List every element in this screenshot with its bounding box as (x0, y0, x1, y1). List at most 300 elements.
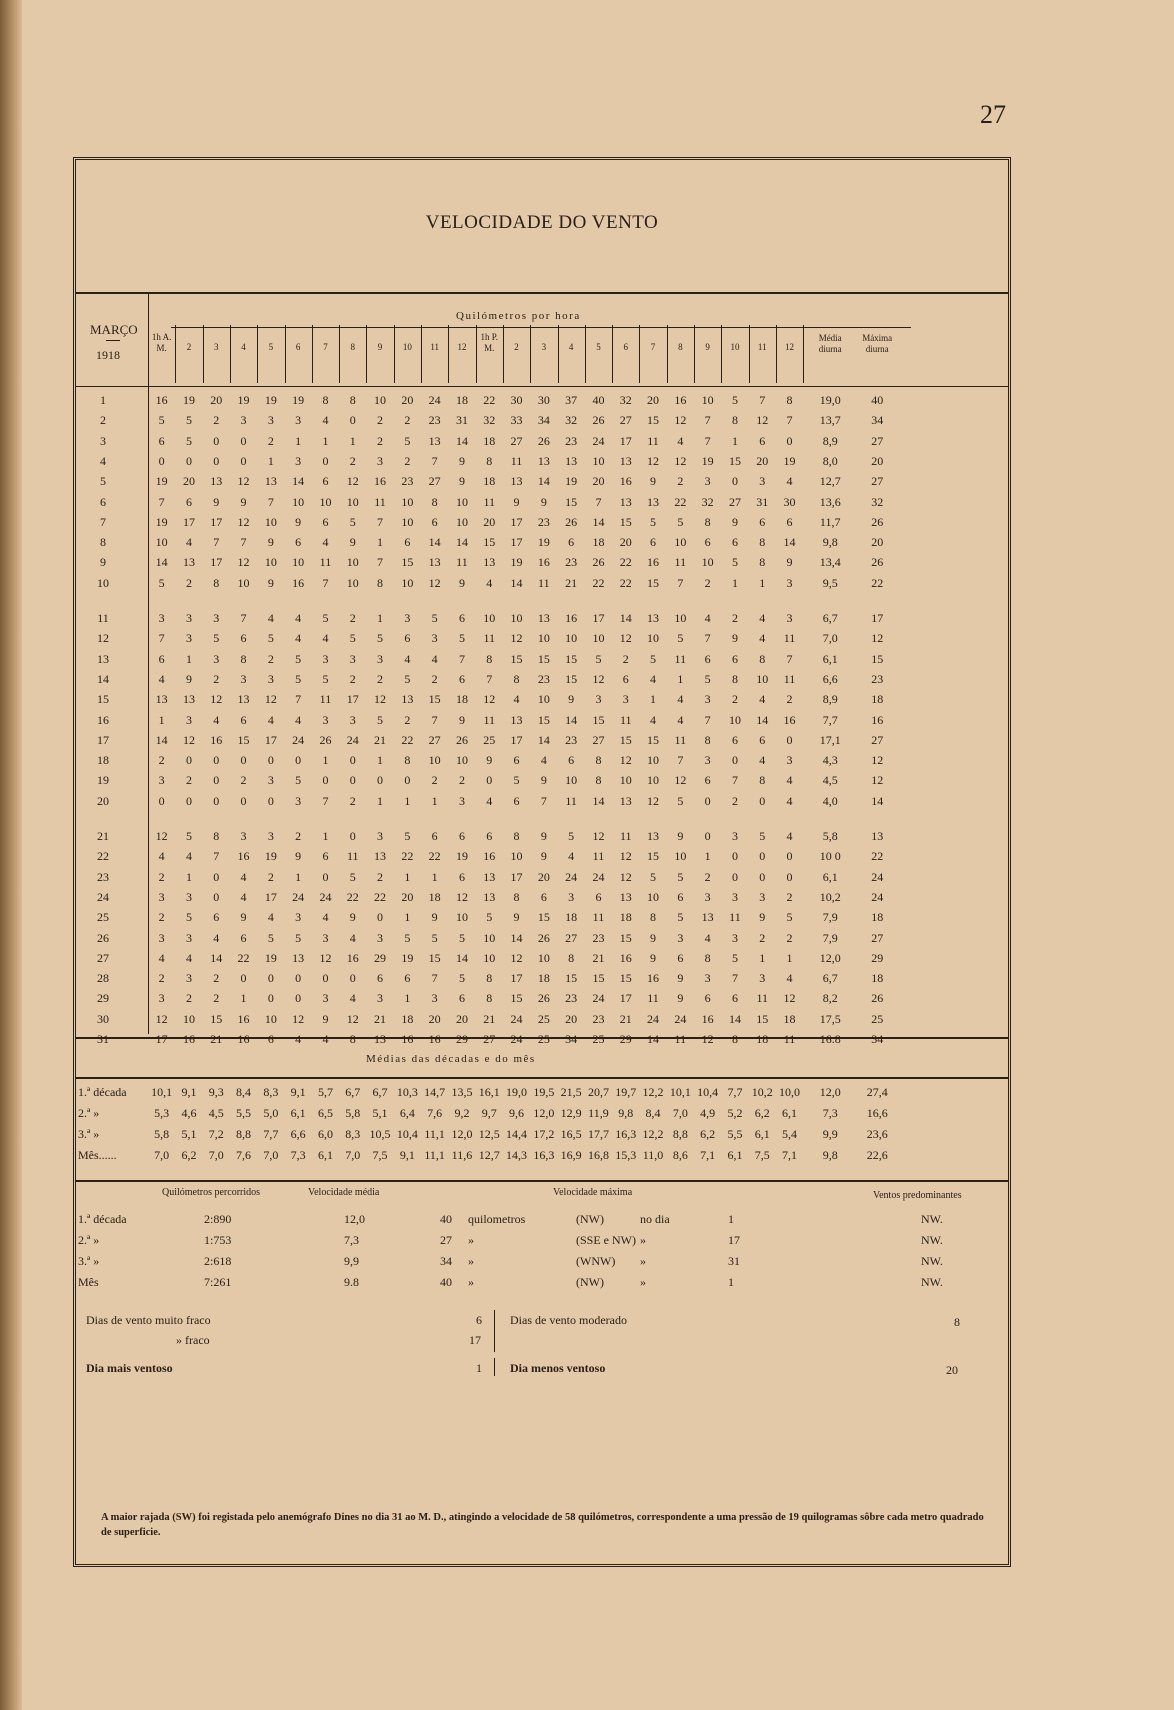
hourly-value: 6 (404, 971, 411, 986)
hourly-value: 6 (513, 793, 520, 808)
header-column-rule (285, 325, 286, 383)
decade-hourly-mean: 10,4 (396, 1127, 418, 1141)
hourly-value: 8 (650, 910, 657, 925)
hourly-value: 14 (155, 732, 168, 747)
hourly-value: 8 (595, 753, 602, 768)
hourly-value: 7 (295, 692, 302, 707)
hourly-value: 12 (592, 671, 605, 686)
day-label: 19 (97, 773, 109, 788)
hourly-value: 3 (759, 889, 766, 904)
hourly-value: 3 (158, 991, 165, 1006)
summary-max: 34 (440, 1254, 452, 1268)
summary-mean: 12,0 (344, 1212, 365, 1226)
header-column-rule (558, 325, 559, 383)
hourly-value: 2 (622, 651, 629, 666)
hourly-value: 13 (537, 453, 550, 468)
daily-max: 27 (871, 474, 884, 489)
hourly-value: 10 (537, 631, 550, 646)
header-column-rule (148, 325, 149, 383)
hourly-value: 16 (647, 555, 660, 570)
hourly-value: 11 (374, 494, 386, 509)
hourly-value: 17 (155, 1032, 168, 1046)
hourly-value: 21 (483, 1011, 496, 1026)
hourly-value: 7 (786, 651, 793, 666)
hourly-value: 18 (756, 1032, 769, 1046)
hourly-value: 15 (565, 971, 578, 986)
hourly-value: 2 (404, 413, 411, 428)
hourly-value: 15 (756, 1011, 769, 1026)
hourly-value: 30 (510, 393, 523, 407)
hourly-value: 37 (565, 393, 578, 407)
hourly-value: 12 (674, 773, 687, 788)
hourly-value: 4 (213, 712, 220, 727)
decade-hourly-mean: 5,5 (727, 1127, 743, 1141)
hourly-value: 5 (677, 514, 684, 529)
hourly-value: 6 (540, 889, 547, 904)
hourly-value: 3 (322, 991, 329, 1006)
hourly-value: 22 (374, 889, 387, 904)
hourly-value: 10 (401, 494, 414, 509)
hourly-value: 15 (647, 732, 660, 747)
decade-hourly-mean: 16,1 (478, 1085, 500, 1099)
hourly-value: 10 (346, 555, 359, 570)
hourly-value: 5 (185, 910, 192, 925)
hourly-value: 10 (510, 611, 523, 625)
day-label: 25 (97, 910, 109, 925)
hourly-value: 5 (295, 773, 302, 788)
hourly-value: 6 (158, 651, 165, 666)
hourly-value: 5 (458, 971, 465, 986)
hourly-value: 7 (158, 631, 165, 646)
summary-header-mean: Velocidade média (308, 1187, 380, 1198)
decade-hourly-mean: 7,7 (727, 1085, 743, 1099)
summary-mean: 9.8 (344, 1275, 359, 1289)
hourly-value: 9 (349, 535, 356, 550)
hourly-value: 12 (592, 829, 605, 843)
hourly-value: 1 (377, 793, 384, 808)
decade-max: 23,6 (866, 1127, 888, 1141)
header-column-rule (585, 325, 586, 383)
header-column-rule (639, 325, 640, 383)
hourly-value: 21 (374, 732, 387, 747)
daily-mean: 6,7 (822, 971, 838, 986)
hourly-value: 4 (786, 474, 793, 489)
hour-header: 8 (678, 342, 683, 352)
hourly-value: 16 (374, 474, 387, 489)
hourly-value: 4 (513, 692, 520, 707)
hourly-value: 12 (455, 889, 468, 904)
hourly-value: 11 (783, 1032, 796, 1046)
summary-day: 31 (728, 1254, 740, 1268)
hourly-value: 7 (704, 413, 711, 428)
hourly-value: 19 (264, 950, 277, 965)
hourly-value: 23 (428, 413, 441, 428)
hourly-value: 5 (349, 631, 356, 646)
hourly-value: 13 (264, 474, 277, 489)
hourly-value: 3 (377, 829, 384, 843)
hourly-value: 0 (213, 793, 220, 808)
hourly-value: 10 (374, 393, 387, 407)
hourly-value: 10 (264, 1011, 277, 1026)
hourly-value: 12 (510, 950, 523, 965)
hourly-value: 2 (158, 971, 165, 986)
hourly-value: 8 (759, 535, 766, 550)
hourly-value: 4 (431, 651, 438, 666)
hourly-value: 17 (510, 535, 523, 550)
day-label: 22 (97, 849, 109, 864)
hourly-value: 24 (592, 991, 605, 1006)
daily-max: 17 (871, 611, 884, 625)
hourly-value: 13 (374, 849, 387, 864)
day-label: 31 (97, 1032, 109, 1046)
summary-label: 2.ª » (78, 1233, 100, 1247)
daily-end-rule (76, 1037, 1008, 1039)
daily-mean: 8,9 (822, 433, 838, 448)
hourly-value: 16 (401, 1032, 414, 1046)
decade-hourly-mean: 7,1 (782, 1148, 798, 1162)
hourly-value: 9 (568, 692, 575, 707)
hour-header: 6 (623, 342, 628, 352)
hourly-value: 6 (458, 829, 465, 843)
hourly-value: 3 (377, 453, 384, 468)
hourly-value: 11 (756, 991, 769, 1006)
hourly-value: 22 (237, 950, 250, 965)
hourly-value: 11 (565, 793, 577, 808)
hourly-value: 0 (213, 889, 220, 904)
hourly-value: 1 (786, 950, 793, 965)
decade-hourly-mean: 12,2 (642, 1127, 664, 1141)
daily-mean: 13,4 (819, 555, 841, 570)
hourly-value: 10 (319, 494, 332, 509)
hourly-value: 9 (240, 910, 247, 925)
hourly-value: 19 (455, 849, 468, 864)
very-weak-label: Dias de vento muito fraco (86, 1313, 211, 1327)
hourly-value: 4 (486, 575, 493, 590)
hourly-value: 7 (322, 793, 329, 808)
hourly-value: 5 (158, 575, 165, 590)
hourly-value: 6 (213, 910, 220, 925)
weak-value: 17 (469, 1333, 481, 1347)
hourly-value: 3 (295, 413, 302, 428)
hourly-value: 16 (292, 575, 305, 590)
hourly-value: 6 (322, 514, 329, 529)
hourly-value: 12 (264, 692, 277, 707)
hourly-value: 11 (592, 910, 605, 925)
hourly-value: 16 (483, 849, 496, 864)
hourly-value: 1 (322, 433, 329, 448)
hourly-value: 11 (674, 651, 687, 666)
hourly-value: 10 (701, 393, 714, 407)
hourly-value: 2 (158, 910, 165, 925)
hourly-value: 17 (210, 514, 223, 529)
hourly-value: 5 (458, 930, 465, 945)
hourly-value: 2 (786, 930, 793, 945)
decade-hourly-mean: 9,1 (181, 1085, 197, 1099)
hourly-value: 25 (592, 1032, 605, 1046)
hourly-value: 25 (537, 1032, 550, 1046)
hourly-value: 1 (677, 671, 684, 686)
hourly-value: 4 (158, 671, 165, 686)
decade-hourly-mean: 19,7 (615, 1085, 637, 1099)
hourly-value: 3 (568, 889, 575, 904)
hourly-value: 1 (295, 869, 302, 884)
summary-day-label: » (640, 1254, 646, 1268)
hour-header: 12 (785, 342, 795, 352)
daily-max: 18 (871, 692, 884, 707)
hourly-value: 0 (213, 433, 220, 448)
hourly-value: 0 (267, 991, 274, 1006)
hourly-value: 13 (182, 555, 195, 570)
hourly-value: 5 (185, 829, 192, 843)
hourly-value: 11 (592, 849, 605, 864)
hourly-value: 19 (565, 474, 578, 489)
hourly-value: 4 (404, 651, 411, 666)
hourly-value: 24 (647, 1011, 660, 1026)
page-binding (0, 0, 22, 1710)
year-label: 1918 (96, 348, 120, 362)
decade-hourly-mean: 6,5 (317, 1106, 333, 1120)
hourly-value: 8 (568, 950, 575, 965)
hourly-value: 8 (486, 453, 493, 468)
hourly-value: 10 (565, 773, 578, 788)
hourly-value: 16 (210, 732, 223, 747)
hourly-value: 8 (731, 1032, 738, 1046)
hourly-value: 5 (731, 950, 738, 965)
header-column-rule (503, 325, 504, 383)
hourly-value: 0 (240, 793, 247, 808)
decade-hourly-mean: 11,6 (451, 1148, 473, 1162)
hourly-value: 3 (759, 474, 766, 489)
hourly-value: 8 (731, 413, 738, 428)
hourly-value: 11 (510, 453, 523, 468)
hourly-value: 1 (431, 869, 438, 884)
daily-max: 16 (871, 712, 884, 727)
hourly-value: 20 (483, 514, 496, 529)
hourly-value: 26 (537, 991, 550, 1006)
hourly-value: 5 (404, 930, 411, 945)
hourly-value: 1 (377, 535, 384, 550)
hourly-value: 13 (565, 453, 578, 468)
hourly-value: 2 (158, 869, 165, 884)
hourly-value: 14 (455, 950, 468, 965)
hourly-value: 2 (213, 971, 220, 986)
hourly-value: 4 (322, 1032, 329, 1046)
hourly-value: 1 (759, 950, 766, 965)
decade-hourly-mean: 20,7 (587, 1085, 609, 1099)
hourly-value: 14 (455, 535, 468, 550)
decade-hourly-mean: 13,5 (451, 1085, 473, 1099)
hourly-value: 8 (377, 575, 384, 590)
hourly-value: 11 (647, 433, 659, 448)
hourly-value: 10 (455, 514, 468, 529)
daily-max: 13 (871, 829, 884, 843)
decade-hourly-mean: 6,1 (727, 1148, 743, 1162)
hourly-value: 14 (592, 793, 605, 808)
hourly-value: 6 (595, 889, 602, 904)
hourly-value: 23 (537, 514, 550, 529)
hourly-value: 15 (619, 971, 632, 986)
hourly-value: 20 (592, 474, 605, 489)
daily-max: 29 (871, 950, 884, 965)
hourly-value: 13 (182, 692, 195, 707)
daily-mean: 6,1 (822, 651, 838, 666)
hourly-value: 13 (647, 494, 660, 509)
hour-header: 2 (514, 342, 519, 352)
hourly-value: 15 (565, 494, 578, 509)
hourly-value: 3 (377, 991, 384, 1006)
hourly-value: 16 (237, 1011, 250, 1026)
decade-hourly-mean: 11,1 (424, 1148, 445, 1162)
hourly-value: 7 (377, 514, 384, 529)
hourly-value: 9 (677, 991, 684, 1006)
hourly-value: 17 (510, 514, 523, 529)
hourly-value: 0 (267, 793, 274, 808)
hourly-value: 5 (185, 433, 192, 448)
hourly-value: 1 (377, 611, 384, 625)
decade-hourly-mean: 7,0 (154, 1148, 170, 1162)
hourly-value: 3 (185, 631, 192, 646)
hourly-value: 8 (322, 393, 329, 407)
hourly-value: 2 (731, 793, 738, 808)
hourly-value: 10 (346, 575, 359, 590)
header-column-rule (230, 325, 231, 383)
decade-hourly-mean: 10,4 (697, 1085, 719, 1099)
hourly-value: 15 (537, 910, 550, 925)
decade-hourly-mean: 6,1 (317, 1148, 333, 1162)
decade-hourly-mean: 16,8 (587, 1148, 609, 1162)
hourly-value: 8 (704, 514, 711, 529)
daily-max: 24 (871, 869, 884, 884)
daily-mean: 13,7 (819, 413, 841, 428)
hourly-value: 19 (401, 950, 414, 965)
hourly-value: 14 (292, 474, 305, 489)
hourly-value: 3 (704, 474, 711, 489)
decade-hourly-mean: 11,9 (588, 1106, 609, 1120)
hourly-value: 5 (568, 829, 575, 843)
hourly-value: 6 (677, 889, 684, 904)
daily-max: 12 (871, 753, 884, 768)
hourly-value: 19 (264, 849, 277, 864)
hourly-value: 6 (431, 829, 438, 843)
hourly-value: 5 (759, 829, 766, 843)
hourly-value: 11 (483, 712, 496, 727)
hourly-value: 8 (704, 950, 711, 965)
hourly-value: 16 (237, 1032, 250, 1046)
hourly-value: 13 (510, 474, 523, 489)
decade-hourly-mean: 7,0 (208, 1148, 224, 1162)
hourly-value: 19 (783, 453, 796, 468)
daily-max: 23 (871, 671, 884, 686)
moderate-label: Dias de vento moderado (510, 1313, 627, 1327)
hourly-value: 13 (619, 494, 632, 509)
hourly-value: 2 (731, 611, 738, 625)
hourly-value: 19 (537, 535, 550, 550)
hourly-value: 4 (786, 829, 793, 843)
hourly-value: 4 (295, 611, 302, 625)
hourly-value: 19 (264, 393, 277, 407)
decade-hourly-mean: 5,4 (782, 1127, 798, 1141)
hourly-value: 11 (783, 631, 796, 646)
decade-label: 1.ª década (78, 1085, 127, 1099)
header-column-rule (421, 325, 422, 383)
summary-km: 2:890 (204, 1212, 232, 1226)
hourly-value: 12 (237, 514, 250, 529)
hourly-value: 18 (565, 910, 578, 925)
hourly-value: 13 (374, 1032, 387, 1046)
hourly-value: 10 (455, 753, 468, 768)
hourly-value: 1 (267, 453, 274, 468)
hourly-value: 5 (322, 611, 329, 625)
daily-max: 14 (871, 793, 884, 808)
hourly-value: 3 (622, 692, 629, 707)
decade-hourly-mean: 6,4 (399, 1106, 415, 1120)
hourly-value: 8 (731, 671, 738, 686)
hourly-value: 26 (537, 433, 550, 448)
decade-hourly-mean: 6,2 (700, 1127, 716, 1141)
hourly-value: 10 (565, 631, 578, 646)
hourly-value: 18 (455, 692, 468, 707)
decade-hourly-mean: 6,1 (782, 1106, 798, 1120)
decade-hourly-mean: 6,1 (754, 1127, 770, 1141)
hourly-value: 10 (237, 575, 250, 590)
decade-hourly-mean: 15,3 (615, 1148, 637, 1162)
hourly-value: 4 (349, 991, 356, 1006)
hourly-value: 1 (349, 433, 356, 448)
hourly-value: 16 (619, 950, 632, 965)
hourly-value: 13 (210, 474, 223, 489)
hourly-value: 0 (240, 971, 247, 986)
hourly-value: 14 (728, 1011, 741, 1026)
hourly-value: 5 (322, 671, 329, 686)
hourly-value: 14 (647, 1032, 660, 1046)
daily-mean: 17,5 (819, 1011, 841, 1026)
hourly-value: 8 (240, 651, 247, 666)
header-column-rule (776, 325, 777, 383)
hourly-value: 0 (213, 753, 220, 768)
hourly-value: 6 (458, 991, 465, 1006)
hourly-value: 6 (677, 950, 684, 965)
hourly-value: 15 (565, 671, 578, 686)
hour-header: 4 (241, 342, 246, 352)
hourly-value: 5 (731, 555, 738, 570)
day-label: 30 (97, 1011, 109, 1026)
hourly-value: 27 (619, 413, 632, 428)
decade-hourly-mean: 9,1 (399, 1148, 415, 1162)
hourly-value: 16 (237, 849, 250, 864)
hourly-value: 9 (458, 575, 465, 590)
summary-header-km: Quilómetros percorridos (162, 1187, 261, 1198)
hourly-value: 0 (267, 753, 274, 768)
day-label: 17 (97, 732, 109, 747)
hourly-value: 12 (510, 631, 523, 646)
hourly-value: 8 (595, 773, 602, 788)
hourly-value: 24 (319, 889, 332, 904)
hourly-value: 11 (674, 732, 687, 747)
hourly-value: 9 (650, 474, 657, 489)
hourly-value: 4 (322, 910, 329, 925)
decade-hourly-mean: 14,4 (506, 1127, 528, 1141)
hourly-value: 10 (155, 535, 168, 550)
hourly-value: 10 (537, 692, 550, 707)
hourly-value: 3 (185, 611, 192, 625)
hourly-value: 15 (592, 971, 605, 986)
hourly-value: 4 (759, 611, 766, 625)
day-label: 7 (100, 514, 106, 529)
hourly-value: 0 (295, 991, 302, 1006)
hourly-value: 15 (537, 712, 550, 727)
hourly-value: 10 (346, 494, 359, 509)
decade-hourly-mean: 5,0 (263, 1106, 279, 1120)
